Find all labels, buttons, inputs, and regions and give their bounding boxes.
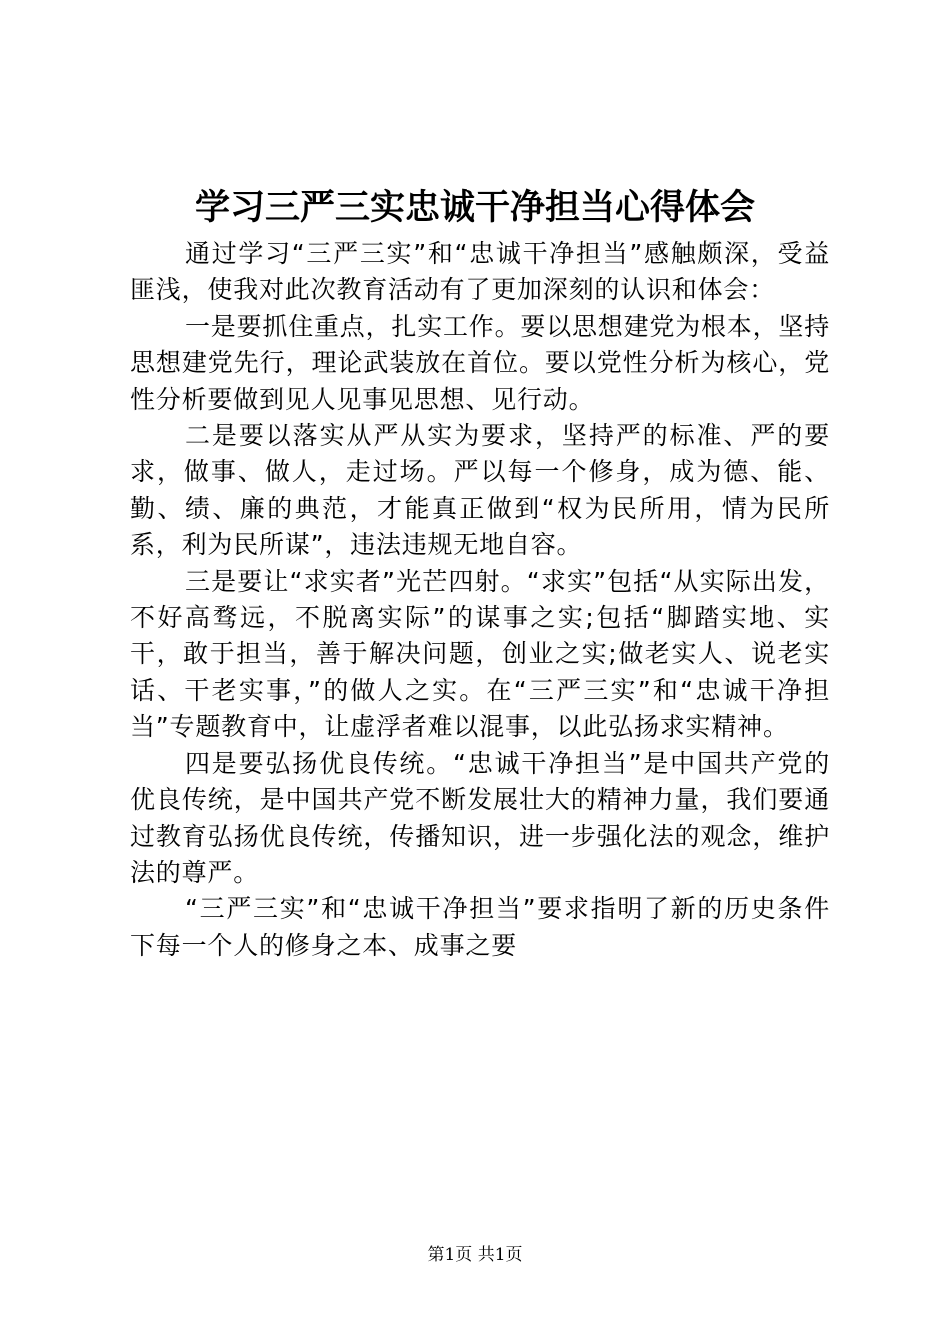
document-body: [130, 236, 830, 964]
page-number-footer: 第1页 共1页: [427, 1245, 523, 1265]
paragraph-point-one: 一是要抓住重点，扎实工作。要以思想建党为根本，坚持思想建党先行，理论武装放在首位。要以党性分析为核心，党性分析要做到见人见事见思想、见行动。: [130, 311, 831, 414]
paragraph-point-two: 二是要以落实从严从实为要求，坚持严的标准、严的要求，做事、做人，走过场。严以每一个修身，成为德、能、勤、绩、廉的典范，才能真正做到“权为民所用，情为民所系，利为民所谋”，违法违规无地自容。: [130, 421, 830, 560]
paragraph-intro: 通过学习“三严三实”和“忠诚干净担当”感触颇深，受益匪浅，使我对此次教育活动有了更加深刻的认识和体会：: [130, 239, 830, 305]
paragraph-point-four: 四是要弘扬优良传统。“忠诚干净担当”是中国共产党的优良传统，是中国共产党不断发展壮大的精神力量，我们要通过教育弘扬优良传统，传播知识，进一步强化法的观念，维护法的尊严。: [130, 748, 830, 887]
paragraph-conclusion: “三严三实”和“忠诚干净担当”要求指明了新的历史条件下每一个人的修身之本、成事之要: [130, 894, 830, 960]
document-title: 学习三严三实忠诚干净担当心得体会: [194, 188, 755, 228]
paragraph-point-three: 三是要让“求实者”光芒四射。“求实”包括“从实际出发，不好高骛远，不脱离实际”的谋事之实;包括“脚踏实地、实干，敢于担当，善于解决问题，创业之实;做老实人、说老实话、干老实事，”的做人之实。在“三严三实”和“忠诚干净担当”专题教育中，让虚浮者难以混事，以此弘扬求实精神。: [130, 566, 830, 742]
